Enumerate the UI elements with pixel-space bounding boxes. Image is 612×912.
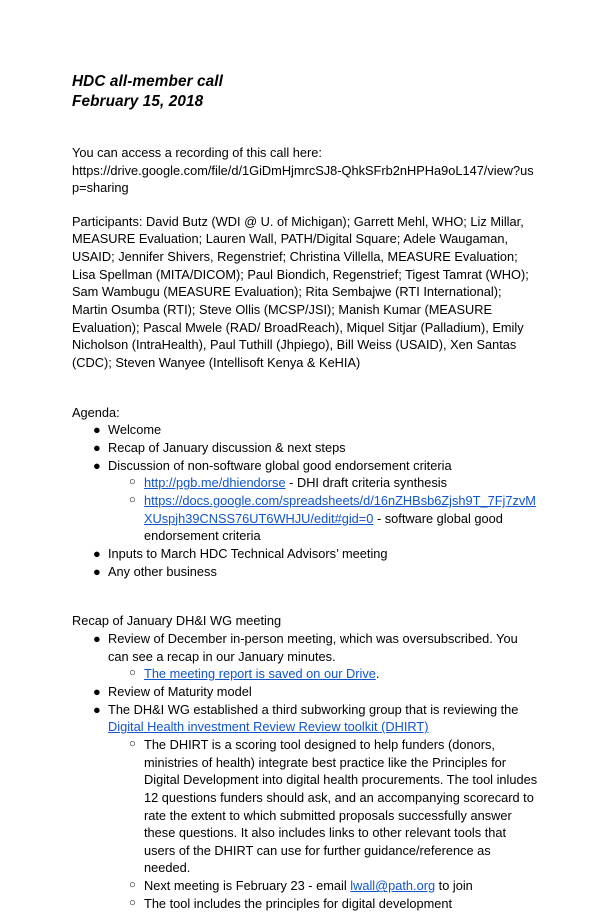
- agenda-item-label: Welcome: [108, 422, 162, 438]
- bullet-circle-icon: ○: [129, 667, 136, 680]
- spacer: [72, 197, 540, 213]
- agenda-heading: Agenda:: [72, 404, 120, 420]
- bullet-circle-icon: ○: [129, 494, 136, 506]
- page-subtitle: February 15, 2018: [72, 92, 204, 110]
- bullet-disc-icon: ●: [93, 457, 101, 473]
- dhi-criteria-link[interactable]: http://pgb.me/dhiendorse: [144, 475, 286, 491]
- recap-bullet-label: Review of December in-person meeting, which was oversubscribed. You can see a recap in our January minutes.: [108, 630, 518, 664]
- agenda-item-label: Recap of January discussion & next steps: [108, 440, 346, 456]
- agenda-item-label: Any other business: [108, 563, 217, 579]
- meeting-report-link[interactable]: The meeting report is saved on our Drive: [144, 666, 376, 682]
- bullet-circle-icon: ○: [129, 879, 136, 892]
- spacer: [72, 388, 540, 404]
- agenda-item-label: Discussion of non-software global good endorsement criteria: [108, 457, 452, 473]
- dhirt-sublist: [108, 736, 540, 912]
- list-item: [72, 439, 540, 457]
- next-meeting-suffix: to join: [435, 878, 473, 894]
- bullet-disc-icon: ●: [93, 422, 101, 438]
- bullet-circle-icon: ○: [129, 737, 136, 750]
- list-item: [72, 457, 540, 545]
- list-item: [108, 474, 540, 492]
- spacer: [72, 112, 540, 128]
- meeting-report-period: .: [375, 666, 380, 682]
- bullet-disc-icon: ●: [93, 701, 101, 717]
- list-item: [72, 545, 540, 563]
- bullet-disc-icon: ●: [93, 630, 101, 646]
- bullet-circle-icon: ○: [129, 476, 136, 489]
- spacer: [72, 128, 540, 144]
- agenda-list: [72, 421, 540, 580]
- list-item: [108, 492, 540, 545]
- spacer: [72, 580, 540, 596]
- dhirt-toolkit-link[interactable]: Digital Health investment Review Review toolkit (DHIRT): [108, 719, 429, 735]
- participants-paragraph: Participants: David Butz (WDI @ U. of Michigan); Garrett Mehl, WHO; Liz Millar, MEASURE Evaluation; Lauren Wall, PATH/Digital Square; Adele Waugaman, USAID; Jennifer Shivers, Regenstrief; Christina Villella, MEASURE Evaluation; Lisa Spellman (MITA/DICOM); Paul Biondich, Regenstrief; Tigest Tamrat (WHO); Sam Wambugu (MEASURE Evaluation); Rita Sembajwe (RTI International); Martin Osumba (RTI); Steve Ollis (MCSP/JSI); Manish Kumar (MEASURE Evaluation); Pascal Mwele (RAD/ BroadReach), Miquel Sitjar (Palladium), Emily Nicholson (IntraHealth), Paul Tuthill (Jhpiego), Bill Weiss (USAID), Xen Santas (CDC); Steven Wanyee (Intellisoft Kenya & KeHIA): [72, 213, 529, 371]
- list-item: [108, 877, 540, 895]
- list-item: [72, 683, 540, 701]
- bullet-disc-icon: ●: [93, 545, 101, 561]
- bullet-disc-icon: ●: [93, 440, 101, 456]
- dhi-bullet-prefix: The DH&I WG established a third subworking group that is reviewing the: [108, 701, 519, 717]
- recording-intro-text: You can access a recording of this call here:: [72, 144, 322, 160]
- recap-sublist: [108, 665, 540, 683]
- software-criteria-link[interactable]: https://docs.google.com/spreadsheets/d/16nZHBsb6Zjsh9T_7Fj7zvMXUspjh39CNSS76UT6WHJU/edit#gid=0: [144, 493, 536, 526]
- list-item: [108, 895, 540, 912]
- list-item: [72, 563, 540, 581]
- lwall-email-link[interactable]: lwall@path.org: [350, 878, 436, 894]
- software-criteria-description: - software global good endorsement criteria: [144, 510, 503, 544]
- recap-heading: Recap of January DH&I WG meeting: [72, 613, 282, 629]
- list-item: [72, 701, 540, 912]
- list-item: [72, 630, 540, 683]
- list-item: [108, 665, 540, 683]
- list-item: [72, 421, 540, 439]
- agenda-sublist: [108, 474, 540, 545]
- bullet-disc-icon: ●: [93, 683, 101, 699]
- next-meeting-prefix: Next meeting is February 23 - email: [144, 878, 351, 894]
- last-item-label: The tool includes the principles for digital development: [144, 895, 453, 911]
- list-item: [108, 736, 540, 877]
- dhirt-description: The DHIRT is a scoring tool designed to help funders (donors, ministries of health) integrate best practice like the Principles for Digital Development into digital health procurements. The tool inludes 12 questions funders should ask, and an accompanying scorecard to rate the extent to which submitted proposals successfully answer these questions. It also includes links to other relevant tools that users of the DHIRT can use for further guidance/reference as needed.: [144, 736, 538, 876]
- recording-url-text: https://drive.google.com/file/d/1GiDmHjmrcSJ8-QhkSFrb2nHPHa9oL147/view?usp=sharing: [72, 162, 534, 196]
- recap-list: [72, 630, 540, 912]
- spacer: [72, 372, 540, 388]
- spacer: [72, 596, 540, 612]
- agenda-item-label: Inputs to March HDC Technical Advisors’ meeting: [108, 545, 388, 561]
- dhi-criteria-description: - DHI draft criteria synthesis: [285, 475, 448, 491]
- recap-bullet-label: Review of Maturity model: [108, 683, 252, 699]
- bullet-disc-icon: ●: [93, 563, 101, 579]
- bullet-circle-icon: ○: [129, 896, 136, 909]
- page-title: HDC all-member call: [72, 73, 223, 90]
